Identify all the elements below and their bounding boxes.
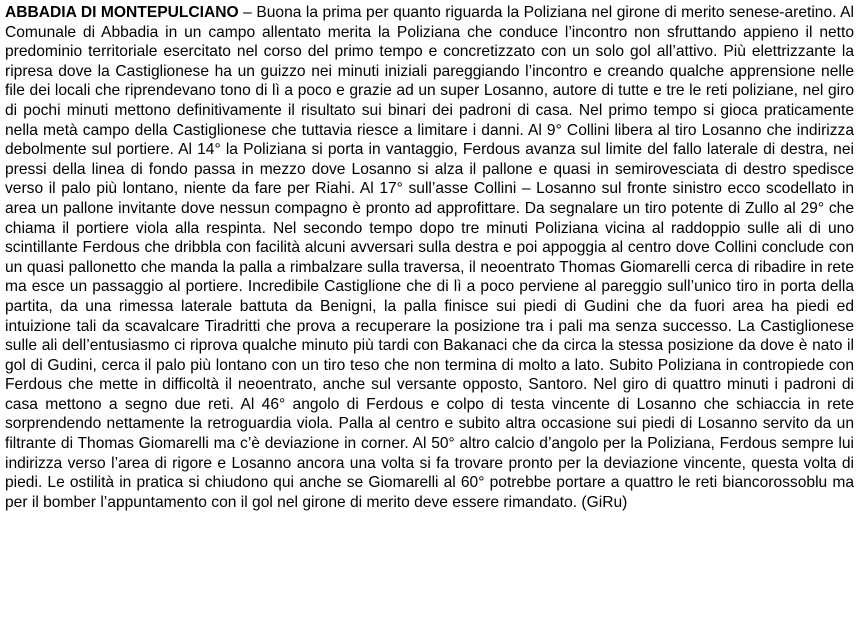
article-dateline: ABBADIA DI MONTEPULCIANO [5, 4, 239, 21]
article-body: – Buona la prima per quanto riguarda la Poliziana nel girone di merito senese-aretino. Al Comunale di Abbadia in un campo allentato merita la Poliziana che conduce l’incontro non sfruttando appieno il netto predominio territoriale esercitato nel corso del primo tempo e concretizzato con un solo gol all’attivo. Più elettrizzante la ripresa dove la Castiglionese ha un guizzo nei minuti iniziali pareggiando l’incontro e creando qualche apprensione nelle file dei locali che riprendevano tono di lì a poco e grazie ad un super Losanno, autore di tutte e tre le reti poliziane, nel giro di pochi minuti mettono definitivamente il risultato sui binari dei padroni di casa. Nel primo tempo si gioca praticamente nella metà campo della Castiglionese che tuttavia riesce a limitare i danni. Al 9° Collini libera al tiro Losanno che indirizza debolmente sul portiere. Al 14° la Poliziana si porta in vantaggio, Ferdous avanza sul limite del fallo laterale di destra, nei pressi della linea di fondo passa in mezzo dove Losanno si alza il pallone e quasi in semirovesciata di destro spedisce verso il palo più lontano, niente da fare per Riahi. Al 17° sull’asse Collini – Losanno sul fronte sinistro ecco scodellato in area un pallone invitante dove nessun compagno è pronto ad approfittare. Da segnalare un tiro potente di Zullo al 29° che chiama il portiere viola alla respinta. Nel secondo tempo dopo tre minuti Poliziana vicina al raddoppio sulle ali di uno scintillante Ferdous che dribbla con facilità alcuni avversari sulla destra e poi appoggia al centro dove Collini conclude con un quasi pallonetto che manda la palla a rimbalzare sulla traversa, il neoentrato Thomas Giomarelli cerca di ribadire in rete ma esce un passaggio al portiere. Incredibile Castiglione che di lì a poco perviene al pareggio sull’unico tiro in porta della partita, da una rimessa laterale battuta da Benigni, la palla finisce sui piedi di Gudini che da fuori area ha piedi ed intuizione tali da scavalcare Tiradritti che prova a recuperare la posizione tra i pali ma senza successo. La Castiglionese sulle ali dell’entusiasmo ci riprova qualche minuto più tardi con Bakanaci che da circa la stessa posizione da dove è nato il gol di Gudini, cerca il palo più lontano con un tiro teso che non termina di molto a lato. Subito Poliziana in contropiede con Ferdous che mette in difficoltà il neoentrato, anche sul versante opposto, Santoro. Nel giro di quattro minuti i padroni di casa mettono a segno due reti. Al 46° angolo di Ferdous e colpo di testa vincente di Losanno che schiaccia in rete sorprendendo nettamente la retroguardia viola. Palla al centro e subito altra occasione sui piedi di Losanno servito da un filtrante di Thomas Giomarelli ma c’è deviazione in corner. Al 50° altro calcio d’angolo per la Poliziana, Ferdous sempre lui indirizza verso l’area di rigore e Losanno ancora una volta si fa trovare pronto per la deviazione vincente, questa volta di piedi. Le ostilità in pratica si chiudono qui anche se Giomarelli al 60° potrebbe portare a quattro le reti biancorossoblu ma per il bomber l’appuntamento con il gol nel girone di merito deve essere rimandato. (GiRu) [5, 4, 854, 511]
article-paragraph [5, 3, 854, 512]
